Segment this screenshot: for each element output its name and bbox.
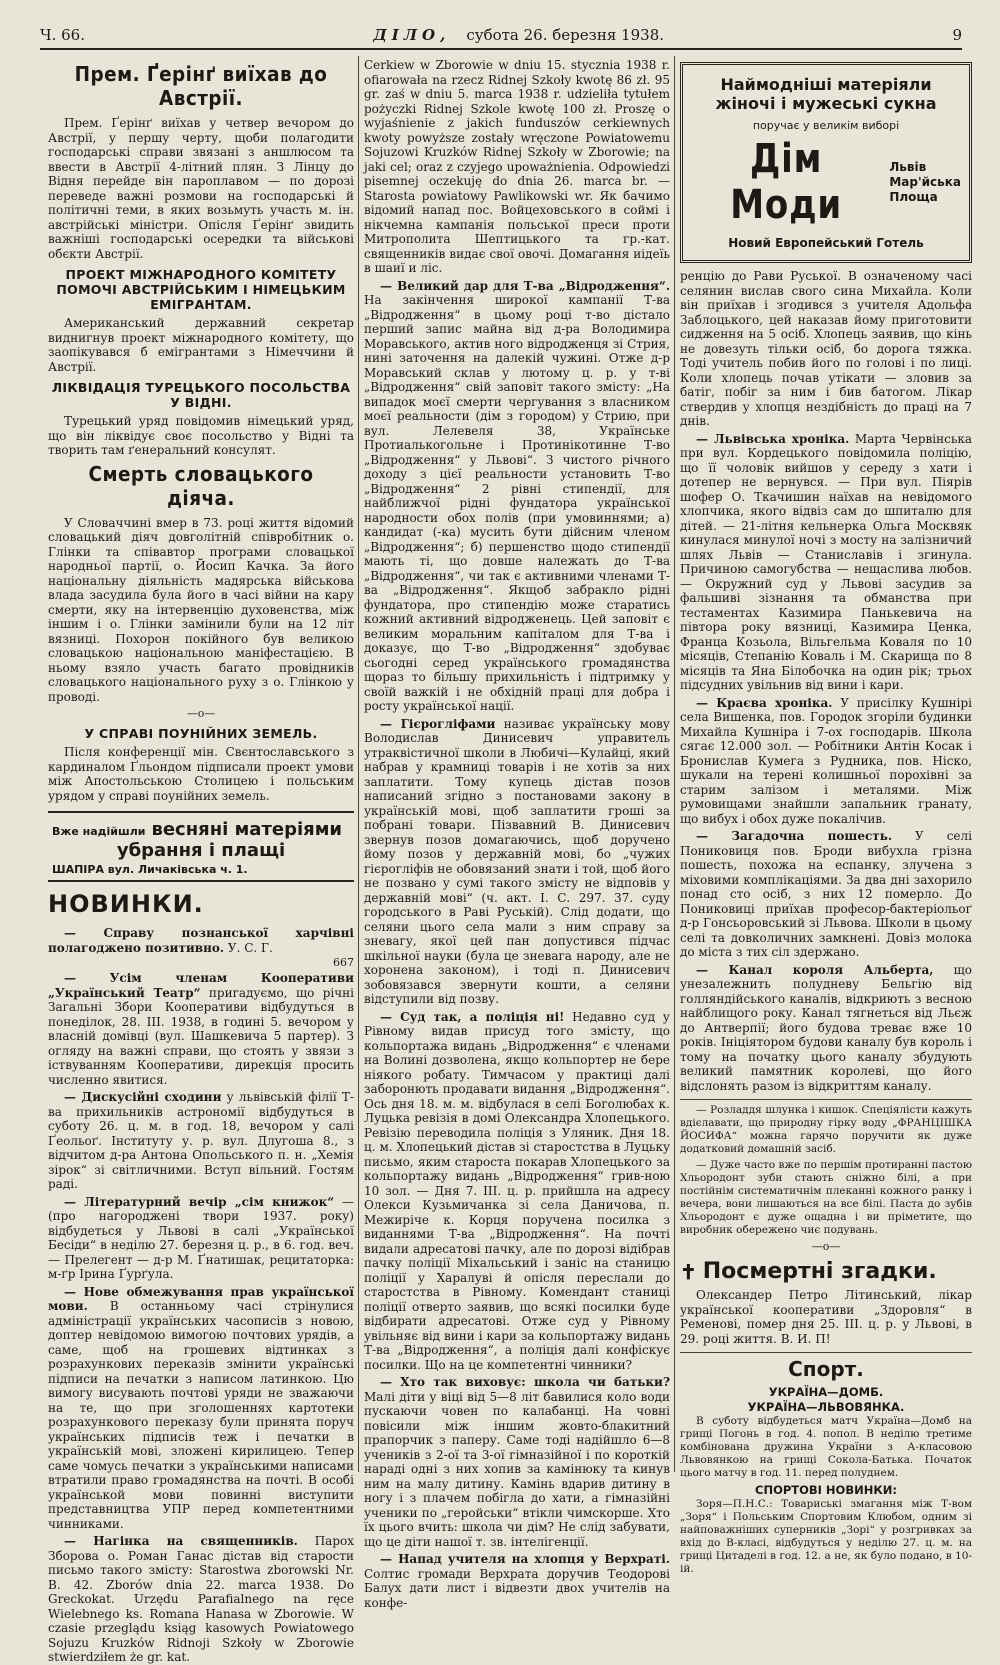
column-rule bbox=[674, 56, 675, 1472]
sport-subtitle-2: УКРАЇНА—ЛЬВОВЯНКА. bbox=[747, 1400, 905, 1414]
obituary-title: Посмертні згадки. bbox=[702, 1259, 937, 1284]
article-title-slovak: Смерть словацького діяча. bbox=[88, 461, 314, 510]
divider bbox=[680, 1352, 972, 1353]
news-text: Малі діти у віці від 5—8 літ бавилися коло води пускаючи човен по калабанці. На човні повісили між іншим жовто-блакитний прапорчик з паперу. Саме тоді надійшло 6—8 учеників з 2-ої та 3-ої гімназійної і по короткій нараді одні з них хопив за камінюку та кинув ним на малу дитину. Камінь вдарив дитину в ногу і з плачем побігла до хати, а гімназійні ученики по „геройськи“ втікли чимскорше. Хто їх цього вчить: школа чи дім? Не слід забувати, що це діти нашої т. зв. інтелігенції. bbox=[364, 1389, 670, 1549]
news-text: пригадуємо, що річні Загальні Збори Кооперативи відбудуться в понеділок, 28. III. 1938, в годині 5. вечором у власній домівці (вул. Шашкевича 5 партер). З огляду на важні справи, що стоять у звязи з іствуванням Кооперативи, дирекція просить численно явитися. bbox=[48, 985, 354, 1087]
news-text: називає українську мову Володислав Динисевич управитель утраквістичної школи в Любичі—Кулайці, який набрав у крамниці товарів і не хотів за них заплатити. Тому купець дістав позов написаний згідно з постановами закону в українській мові, щоб заплатити гроші за побрані товари. Пізвавний В. Динисевич звернув позов домагаючись, щоб доручено йому позов у державній мові, бо „чужих гієрогліфів не обовязаний знати і той, щоб його не позвано у сумі такого змісту не відповів у державній мові“ (ч. акт. І. С. 297. 37. суду городського в Раві Руській). Слід додати, що селяни цього села мали з ним справу за зневагу, якої цей пан допустився підчас шкільної науки (була це зневага народу, але не хоронена законом), і тоді п. Динисевич зобовязався звернути кошти, а селяни відступили від позву. bbox=[364, 716, 670, 1006]
news-item bbox=[680, 829, 972, 960]
separator: —о— bbox=[186, 707, 216, 720]
sport-title: Спорт. bbox=[788, 1357, 864, 1381]
news-text: У. С. Г. bbox=[224, 940, 273, 955]
news-lead: — Напад учителя на хлопця у Верхраті. bbox=[380, 1552, 670, 1566]
news-text: В останньому часі стрінулися адміністрації українських часописів з новою, доптер невідомою вимогою почтових урядів, а саме, щоб на грошевих відтинках з розрахункових переказів змінити українські підписи на печатки з написом латинкою. Цю вимогу висувають почтові уряди не зважаючи на те, що при зголошеннях картотеки розрахункового переказу були принята поруч українських підписів теж і печатки в українській мові, зложені кирилицею. Тепер саме чомусь печатки з українськими написами втратили право громадянства на почті. В особі українськой мови повинні виступити представництва УПР перед компетентними чинниками. bbox=[48, 1299, 354, 1531]
issue-number: Ч. 66. bbox=[40, 26, 85, 44]
masthead-line bbox=[373, 26, 664, 44]
sport-news-title: СПОРТОВІ НОВИНКИ: bbox=[755, 1483, 897, 1497]
ad-dim-row bbox=[691, 136, 961, 228]
cross-icon: ✝ bbox=[680, 1259, 697, 1284]
news-lead: — Загадочна пошесть. bbox=[696, 829, 893, 843]
ad-shapira-row bbox=[52, 819, 350, 840]
advertisement-chlorodont: — Дуже часто вже по першім протиранні пастою Хльородонт зуби стають сніжно білі, а при постійнім систематичнім плеканні кожного ранку і вечера, вони лишаються на все білі. Паста до зубів Хльородонт є дуже ощадна і ви пріметите, що виробник обережено чиє подувань. bbox=[680, 1159, 972, 1236]
issue-date: субота 26. березня 1938. bbox=[466, 26, 665, 44]
page-number: 9 bbox=[952, 26, 962, 44]
article-body-turkish: Турецький уряд повідомив німецький уряд, що він ліквідує своє посольство у Відні та творить там ґенеральний консулят. bbox=[48, 414, 354, 457]
news-item bbox=[48, 971, 354, 1087]
obituary-text: Олександер Петро Літинський, лікар української кооперативи „Здоровля“ в Ременові, помер дня 25. III. ц. р. у Львові, в 29. році життя. В. И. П! bbox=[680, 1288, 972, 1346]
news-lead: — Усім членам Кооперативи „Український Театр“ bbox=[48, 971, 354, 1000]
ad-dim-addr1: Львів bbox=[889, 159, 927, 174]
sport-text-1: В суботу відбудеться матч Україна—Домб на грищі Погонь в год. 4. попол. В неділю третиме комбінована дружина України з А-класовою Львовянкою на грищі Сокола-Батька. Початок цього матчу в год. 11. перед полуднем. bbox=[680, 1415, 972, 1479]
news-lead: — Літературний вечір „сім книжок“ bbox=[64, 1194, 335, 1209]
article-title-lands: У СПРАВІ ПОУНІЙНИХ ЗЕМЕЛЬ. bbox=[84, 726, 318, 741]
article-body-goering: Прем. Ґерінґ виїхав у четвер вечором до Австрії, у першу черту, щоби полагодити господарські справи звязані з аншлюсом та ввести в Австрії 4-літний плян. З Лінцу до Відня перейде він пароплавом — по дорозі переведе важні розмови на господарські й політичні теми, в яких возьмуть участь м. ін. австрійські міністри. Опісля Ґерінґ звидить важніші господарські осередки та військові обєкти Австрії. bbox=[48, 116, 354, 261]
news-text: У присілку Кушнірі села Вишенка, пов. Городок згоріли будинки Михайла Кушніра і 7-ох господарів. Школа сягає 12.000 зол. — Робітники Антін Косак і Бронислав Кумега з Рудника, пов. Ніско, шукали на терені колишньої порохівні за старим залізом і металями. Між румовищами знайшли запальник гранату, що вибух і обох дуже покалічив. bbox=[680, 695, 972, 826]
advertisement-dim-mody bbox=[680, 62, 972, 263]
article-title-committee: ПРОЕКТ МІЖНАРОДНОГО КОМІТЕТУ ПОМОЧІ АВСТРІЙСЬКИМ І НІМЕЦЬКИМ ЕМІГРАНТАМ. bbox=[56, 267, 346, 312]
article-continuation: Cerkiew w Zborowie w dniu 15. stycznia 1938 r. ofiarowała na rzecz Ridnej Szkoły kwotę 86 zł. 95 gr. zaś w dniu 5. marca 1938 r. udzieliła tytułem pożyczki Ridnej Szkole kwotę 100 zł. Proszę o wyjaśnienie z jakich funduszów cerkiewnych kwoty powyższe zostały wręczone Powiatowemu Sojuzowi Kruzków Ridnej Szkoły w Zborowie; na jaki cel; oraz z czyjego upoważnienia. Odpowiedzi pisemnej oczekuję do dnia 26. marca br. — Starosta powiatowy Pawlikowski wr. Як бачимо відомий напад пос. Войцеховського в соймі і нікчемна кампанія польської преси проти Митрополита Шептицького та гр.-кат. священників видає свої овочі. Домагання иідеїь в шаиї и ліс. bbox=[364, 58, 670, 275]
ad-dim-line2: жіночі і мужеські сукна bbox=[715, 94, 937, 113]
ad-dim-address bbox=[889, 160, 961, 205]
news-lead: — Дискусійні сходини bbox=[64, 1090, 222, 1104]
ad-shapira-big1: весняні матеріями bbox=[151, 819, 343, 840]
news-item bbox=[364, 1375, 670, 1549]
advertisement-franz-josef: — Розладдя шлунка і кишок. Спеціялісти кажуть вдієлавати, що природну гірку воду „ФРАНЦІШКА ЙОСИФА“ можна гарячо поручити як дуже додатковий домашній засіб. bbox=[680, 1104, 972, 1155]
news-item bbox=[48, 926, 354, 955]
column-3 bbox=[680, 58, 973, 1575]
news-item bbox=[364, 1010, 670, 1373]
news-text: У селі Пониковиця пов. Броди вибухла грізна пошесть, похожа на еспанку, злучена з міховими комплікаціями. За два дні захорило понад сто осіб, з них 12 померло. До Пониковиці приїхав професор-бактеріольоґ д-р Гонсьоровський зі Львова. Школи в цьому селі та довколичних замкнені. Довіз молока до міста з тих сіл здержано. bbox=[680, 829, 972, 959]
ad-dim-addr3: Площа bbox=[889, 189, 938, 204]
sport-subtitle-1: УКРАЇНА—ДОМБ. bbox=[768, 1385, 884, 1399]
news-text: Недавно суд у Рівному видав присуд того змісту, що кольпортажа видань „Відродження“ є членами на Волині дозволена, якщо кольпортер не бере ніякого робату. Тимчасом у практиці далі заборонють продавати видання „Відродження“. Ось дня 18. м. м. відбулася в селі Боголюбах к. Луцька ревізія в домі Олександра Хлопецького. Ревізію переводила поліція з Уляник. Дня 18. ц. м. Хлопецький дістав зі старостства в Луцьку письмо, яким староста покарав Хлопецького за кольпортажу видань „Відродження“ грив-ною 10 зол. — Дня 7. III. ц. р. прийшла на адресу Олекси Кузьмичанка зі села Даничова, п. Межиріче к. Корця поручена посилка з виданнями Т-ва „Відродження“. На почті видали адресатові пачку, але по дорозі відібрав пачку поліції Міхальський і заніс на станицю поліції у Харалуві й опісля переслали до старостства в Рівному. Комендант станиці поліції отверто заявив, що всякі посилки буде відбирати адресатові. Отже суд у Рівному увільняє від вини і кари за кольпортажу видань Т-ва „Відродження“, а поліція далі конфіскує посилки. Що на це компетентні чинники? bbox=[364, 1009, 670, 1372]
page-header bbox=[40, 22, 962, 50]
news-item bbox=[48, 1285, 354, 1532]
news-lead: — Нове обмежування прав української мови. bbox=[48, 1284, 354, 1313]
news-lead: — Гієрогліфами bbox=[380, 716, 496, 731]
divider bbox=[680, 1099, 972, 1100]
news-item bbox=[680, 432, 972, 693]
ad-dim-line3: поручає у великім виборі bbox=[752, 119, 900, 132]
news-item bbox=[48, 1195, 354, 1282]
article-continuation: ренцію до Рави Руської. В означеному часі селянин вислав свого сина Михайла. Коли він приїхав і згодився з учителя Адольфа Заблоцького, цей наказав йому приготовити сидження на 5 осіб. Хлопець заявив, що кінь не довезуть тільки осіб, бо дорога тяжка. Тоді учитель побив його по голові і по лиці. Коли хлопець почав утікати — зловив за батіг, побіг за ним і бив батогом. Лікар ствердив у хлопця нездібність до праці на 7 днів. bbox=[680, 269, 972, 428]
news-lead: — Краєва хроніка. bbox=[696, 695, 833, 710]
news-lead: — Суд так, а поліція ні! bbox=[380, 1009, 565, 1024]
news-text: що унезалежнить полудневу Бельгію від голляндійського каналів, відкриють з весною найблищого року. Канал тягнеться від Льєж до Антверпії; його будова треває вже 10 років. Ініціятором будови каналу був король і тому на початку цього каналу збудують великий памятник королеві, що його відслонять разом із відкриттям каналу. bbox=[680, 962, 972, 1093]
masthead-title: ДІЛО, bbox=[373, 26, 451, 44]
news-lead: — Великий дар для Т-ва „Відродження“. bbox=[380, 278, 670, 293]
news-lead: — Львівська хроніка. bbox=[696, 431, 850, 446]
news-item bbox=[680, 696, 972, 827]
sport-text-2: Зоря—П.Н.С.: Товариські змагання між Т-вом „Зоря“ і Польським Спортовим Клюбом, одним зі найповажніших суперників „Зорі“ у розгривках за вхід до В-класі, відбудуться у неділю 27. ц. м. на грищі Цитаделі в год. 12. а не, як було подано, в 10-ій. bbox=[680, 1498, 972, 1575]
article-body-committee: Американський державний секретар виднигнув проект міжнародного комітету, що заопікувався б емігрантами з Німеччини й Австрії. bbox=[48, 316, 354, 374]
column-rule bbox=[358, 56, 359, 1472]
news-item bbox=[364, 717, 670, 1007]
ad-shapira-small: Вже надійшли bbox=[52, 825, 146, 838]
news-text: — (про нагороджені твори 1937. року) відбудеться у Львові в салі „Української Бесіди“ в неділю 27. березня ц. р., в 6. год. веч. — Прелегент — д-р М. Ґнатишак, рецитаторка: м-ґр Ірина Ґурґула. bbox=[48, 1194, 354, 1281]
news-lead: — Справу познанської харчівні полагоджено позитивно. bbox=[48, 926, 354, 955]
news-item bbox=[364, 279, 670, 714]
news-text: На закінчення широкої кампанії Т-ва „Відродження“ в цьому році т-во дістало перший запис майна від д-ра Володимира Моравського, актив ного відродженця зі Стрия, нині заточення на далекій чужині. Отже д-р Моравський склав у лютому ц. р. у т-ві „Відродження“ свій заповіт такого змісту: „На випадок моєї смерти чергування з власником моєї реальности (дім з городом) у Стрию, при вул. Лелевеля 38, Українське Протиалькогольне і Протинікотинне Т-во „Відродження“ у Львові“. З чистого річного доходу з цієї реальности установить Т-во „Відродження“ 2 рівні стипендії, для найближчої рідні фундатора української народности обох полів (при умовиннями; а) кандидат (-ка) мусить бути дійсним членом „Відродження“; б) першенство щодо стипендії мають ті, що довше належать до Т-ва „Відродження“, чи так є активними членами Т-ва „Відродження“. Якщоб забракло рідні фундатора, про стипендію може старатись кожний активний відродженець. Цей заповіт є великим моральним капіталом для Т-ва і доказує, що Т-во „Відродження“ здобуває сьогодні серед українського громадянства щораз то більшу прихильність і підтримку у своїй важкій і не обхідній праці для добра і росту української нації. bbox=[364, 293, 670, 713]
article-body-slovak: У Словаччині вмер в 73. році життя відомий словацький діяч довголітній співробітник о. Глінки та співавтор програми словацької народньої партії, о. Йосип Качка. За його національну діяльність мадярська військова влада засудила була його в часі війни на кару смерти, яку на інтервенцію духовенства, між іншим і о. Глінки замінили були на 12 літ вязниці. Похорон покійного був великою словацькою національною маніфестацією. В ньому взяло участь багато провідників словацького національного руху з о. Глінкою у проводі. bbox=[48, 515, 354, 704]
article-title-turkish: ЛІКВІДАЦІЯ ТУРЕЦЬКОГО ПОСОЛЬСТВА У ВІДНІ. bbox=[51, 380, 351, 410]
news-text: Парох Зборова о. Роман Ганас дістав від старости письмо такого змісту: Starostwa zborowski Nr. B. 42. Zborów dnia 22. marca 1938. Do Greckokat. Urzędu Parafialnego na ręce Wielebnego ks. Romana Hanasa w Zborowie. W czasie przeglądu ksiąg kasowych Powiatowego Sojuzu Kruzków Ridnoji Szkoły w Zborowie stwierdziłem że gr. kat. bbox=[48, 1534, 355, 1664]
news-lead: — Хто так виховує: школа чи батьки? bbox=[380, 1375, 670, 1389]
separator: —о— bbox=[811, 1240, 841, 1253]
news-text: у львівській філії Т-ва прихильників астрономії відбудуться в суботу 26. ц. м. в год. 18, вечором у салі Ґеольоґ. Інституту у. р. вул. Длугоша 8., з відчитом д-ра Антона Опольського п. н. „Хемія зірок“ зі світличними. Вступ вільний. Гостям раді. bbox=[48, 1090, 354, 1191]
section-title-news: НОВИНКИ. bbox=[48, 890, 204, 918]
advertisement-shapira bbox=[48, 811, 354, 882]
news-lead: — Нагінка на священників. bbox=[64, 1534, 298, 1548]
news-lead: — Канал короля Альберта, bbox=[696, 962, 934, 977]
ad-dim-brand: Дім Моди bbox=[730, 136, 843, 228]
news-text: Солтис громади Верхрата доручив Теодорові Балух дати лист і відвезти двох учителів на конфе- bbox=[364, 1566, 670, 1610]
news-number: 667 bbox=[333, 956, 354, 969]
article-body-lands: Після конференції мін. Свєнтославського з кардиналом Ґльондом підписали проект умови між Апостольською Столицею і польським урядом у справі поунійних земель. bbox=[48, 745, 354, 803]
ad-shapira-big2: убрання і плащі bbox=[116, 840, 286, 861]
ad-dim-line1: Наймодніші матеріяли bbox=[720, 75, 932, 94]
column-2 bbox=[364, 58, 670, 1610]
news-item bbox=[48, 1090, 354, 1192]
news-text: Марта Червінська при вул. Кордецького повідомила поліцію, що її чоловік вийшов у середу з хати і дотепер не вернувся. — При вул. Піярів шофер О. Ткачишин наїхав на невідомого хлопчика, якого відвіз сам до шпиталю для дітей. — 21-літня кельнерка Ольга Москвяк кинулася минулої ночі з мосту на залізничий шлях Львів — Станиславів і згинула. Причиною самогубства — нещаслива любов. — Окружний суд у Львові засудив за фальшиві зізнання та обманства при тестаментах Казимира Панькевича на півтора року вязниці, Казимира Ценка, Франца Козьола, Вільгельма Коваля по 10 місяців, Степанію Коваль і М. Скарища по 8 місяців та Яна Білобочка на один рік; трьох підсудних увільнив від вини і кари. bbox=[680, 431, 973, 692]
ad-dim-hotel: Новий Европейський Готель bbox=[728, 236, 924, 250]
ad-shapira-address: ШАПІРА вул. Личаківська ч. 1. bbox=[52, 863, 248, 876]
news-item bbox=[680, 963, 972, 1094]
article-title-goering: Прем. Ґерінґ виїхав до Австрії. bbox=[74, 62, 328, 110]
obituary-header bbox=[680, 1259, 972, 1284]
news-item bbox=[364, 1552, 670, 1610]
news-item bbox=[48, 1534, 354, 1665]
ad-dim-addr2: Мар'йська bbox=[889, 174, 961, 189]
column-1 bbox=[48, 58, 355, 1664]
